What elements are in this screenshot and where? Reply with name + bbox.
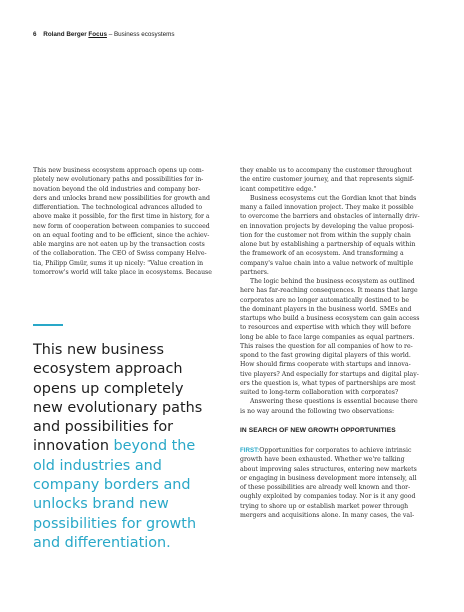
quote-highlight-line: old industries and: [33, 457, 162, 474]
quote-line: and possibilities for: [33, 419, 174, 436]
quote-highlight: beyond the: [113, 438, 196, 455]
text-line: of these possibilities are already well known and thor-: [240, 484, 411, 491]
right-column-text: [240, 166, 436, 520]
quote-line: ecosystem approach: [33, 361, 183, 378]
quote-highlight-line: and differentiation.: [33, 534, 171, 551]
quote-line: This new business: [33, 342, 165, 358]
text-line: of the collaboration. The CEO of Swiss company Helve-: [33, 250, 207, 258]
quote-highlight-line: company borders and: [33, 477, 191, 494]
text-line: This raises the question for all companies of how to re-: [240, 342, 413, 350]
text-line: [240, 446, 436, 455]
paragraph: [240, 277, 436, 397]
section-name: – Business ecosystems: [108, 31, 175, 38]
left-column-text: [33, 166, 229, 277]
text-line: The logic behind the business ecosystem as outlined: [250, 278, 415, 285]
paragraph: [240, 194, 436, 277]
text-line: ers the question is, what types of partnerships are most: [240, 379, 416, 387]
text-line: the dominant players in the business world. SMEs and: [240, 305, 412, 313]
pull-quote: [33, 341, 233, 553]
text-line: How should firms cooperate with startups and innova-: [240, 361, 411, 369]
text-line: corporates are no longer automatically destined to be: [240, 296, 410, 304]
text-line: tion for the customer not from within the supply chain: [240, 231, 411, 239]
text-run: Opportunities for corporates to achieve intrinsic: [259, 447, 412, 454]
paragraph: [240, 446, 436, 520]
text-line: long be able to face large companies as equal partners.: [240, 333, 415, 341]
text-line: is no way around the following two observations:: [240, 407, 395, 415]
text-line: mergers and acquisitions alone. In many cases, the val-: [240, 511, 415, 519]
paragraph: [240, 397, 436, 416]
text-line: en innovation projects by developing the value proposi-: [240, 222, 415, 230]
quote-line: opens up completely: [33, 380, 184, 397]
text-line: on an equal footing and to be efficient, since the achiev-: [33, 231, 210, 239]
page-header: [33, 31, 175, 38]
text-line: differentiation. The technological advances alluded to: [33, 204, 203, 211]
text-line: Business ecosystems cut the Gordian knot that binds: [250, 194, 417, 202]
quote-text: innovation: [33, 438, 114, 455]
text-line: or engaging in business development more intensely, all: [240, 474, 417, 482]
text-line: tive players? And especially for startups and digital play-: [240, 370, 419, 378]
text-line: growth have been exhausted. Whether we're talking: [240, 456, 405, 464]
page-number: 6: [33, 31, 37, 38]
text-line: company's value chain into a value network of multiple: [240, 259, 414, 267]
text-line: many a failed innovation project. They make it possible: [240, 204, 414, 211]
publication-name: Focus: [88, 31, 107, 38]
text-line: to resources and expertise with which they will before: [240, 324, 411, 332]
text-line: ders and unlocks brand new possibilities for growth and: [33, 194, 210, 202]
text-line: trying to shore up or establish market power through: [240, 502, 409, 510]
text-line: icant competitive edge.": [240, 185, 317, 193]
text-line: the entire customer journey, and that represents signif-: [240, 176, 415, 184]
text-line: above make it possible, for the first time in history, for a: [33, 213, 210, 221]
quote-line: [33, 437, 233, 456]
text-line: tomorrow's world will take place in ecosystems. Because: [33, 268, 212, 276]
text-line: here has far-reaching consequences. It means that large: [240, 287, 418, 295]
text-line: novation beyond the old industries and company bor-: [33, 185, 201, 193]
quote-highlight-line: possibilities for growth: [33, 515, 197, 532]
text-line: to overcome the barriers and obstacles of internally driv-: [240, 213, 420, 221]
text-line: suited to long-term collaboration with corporates?: [240, 389, 399, 396]
text-line: startups who build a business ecosystem can gain access: [240, 315, 420, 322]
lead-in-label: FIRST:: [240, 447, 260, 454]
text-line: able margins are not eaten up by the transaction costs: [33, 241, 205, 248]
brand-name: Roland Berger: [43, 31, 87, 38]
text-line: new form of cooperation between companies to succeed: [33, 222, 210, 230]
text-line: tia, Philipp Gmür, sums it up nicely: "Value creation in: [33, 259, 204, 267]
quote-highlight-line: unlocks brand new: [33, 496, 169, 513]
text-line: partners.: [240, 268, 269, 276]
paragraph: [240, 166, 436, 194]
text-line: alone but by establishing a partnership of equals within: [240, 241, 416, 248]
text-line: This new business ecosystem approach opens up com-: [33, 167, 204, 174]
accent-rule: [33, 324, 63, 326]
section-subheading: IN SEARCH OF NEW GROWTH OPPORTUNITIES: [240, 426, 396, 434]
quote-line: new evolutionary paths: [33, 399, 203, 416]
text-line: oughly exploited by companies today. Nor is it any good: [240, 493, 416, 501]
text-line: the framework of an ecosystem. And transforming a: [240, 250, 404, 258]
text-line: spond to the fast growing digital players of this world.: [240, 352, 411, 359]
text-line: they enable us to accompany the customer throughout: [240, 167, 412, 174]
text-line: about improving sales structures, entering new markets: [240, 465, 417, 473]
text-line: pletely new evolutionary paths and possibilities for in-: [33, 176, 204, 184]
text-line: Answering these questions is essential because there: [250, 398, 418, 406]
